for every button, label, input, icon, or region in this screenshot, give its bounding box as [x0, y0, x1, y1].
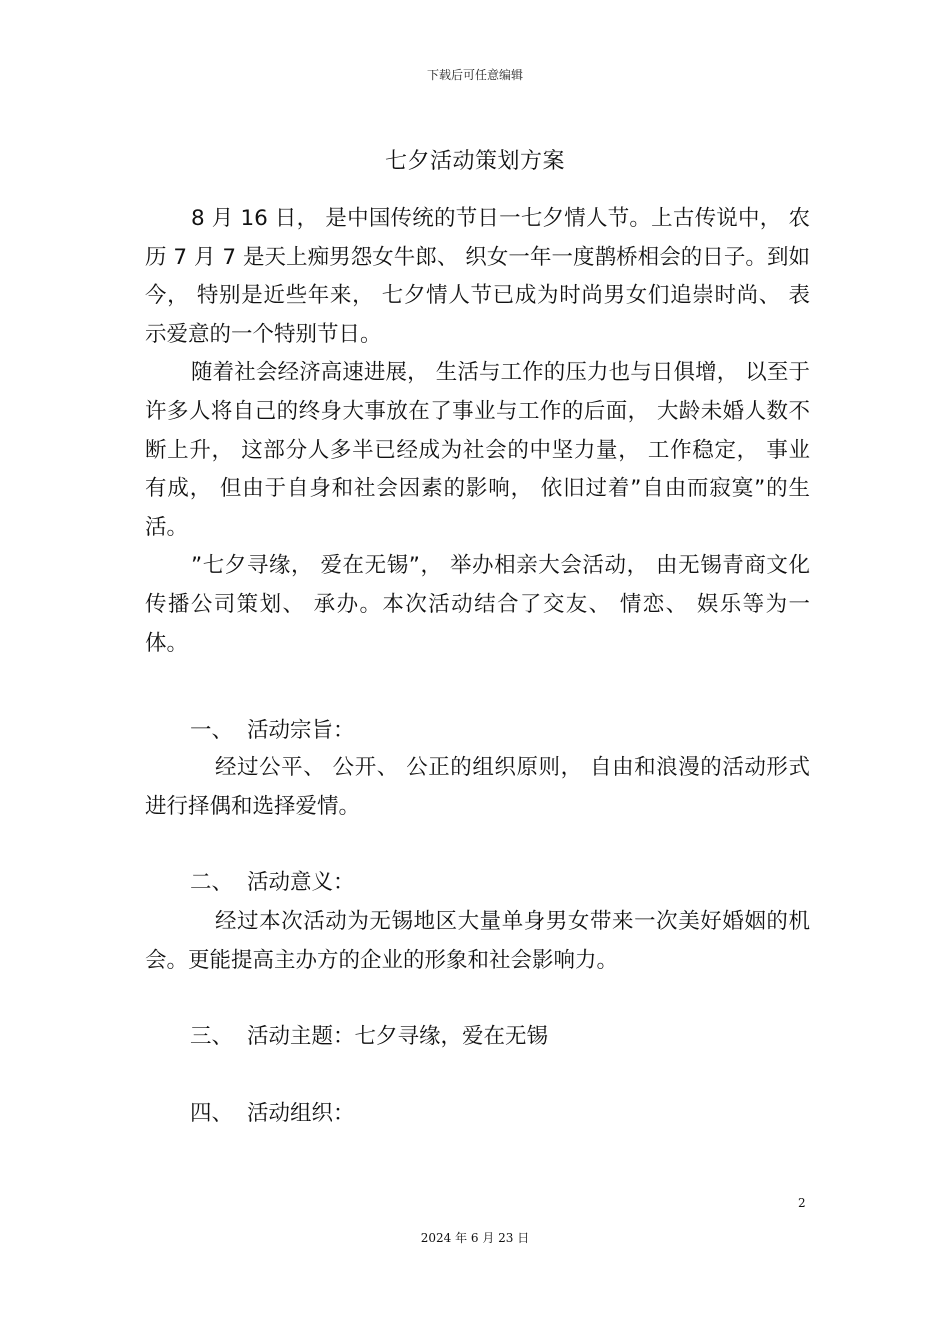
page-header: 下载后可任意编辑	[426, 68, 523, 82]
section-3-number: 三、	[190, 1024, 234, 1049]
section-2-title: 活动意义：	[247, 870, 355, 895]
section-2-heading	[190, 864, 355, 902]
section-4-heading	[190, 1095, 355, 1133]
page-number: 2	[798, 1196, 806, 1210]
section-4-title: 活动组织：	[247, 1101, 355, 1126]
section-4-number: 四、	[190, 1101, 234, 1126]
intro-paragraphs	[145, 200, 810, 663]
section-1-number: 一、	[190, 718, 234, 743]
section-1-body: 经过公平、 公开、 公正的组织原则， 自由和浪漫的活动形式进行择偶和选择爱情。	[145, 755, 810, 819]
section-2-body: 经过本次活动为无锡地区大量单身男女带来一次美好婚姻的机会。更能提高主办方的企业的形象和社会影响力。	[145, 909, 810, 973]
section-3-heading	[190, 1018, 548, 1056]
paragraph-1: 8 月 16 日， 是中国传统的节日一七夕情人节。上古传说中， 农历 7 月 7 是天上痴男怨女牛郎、 织女一年一度鹊桥相会的日子。到如今， 特别是近些年来， 七夕情人节已成为时尚男女们追崇时尚、 表示爱意的一个特别节日。	[145, 206, 810, 347]
document-title: 七夕活动策划方案	[384, 149, 565, 174]
section-1-heading	[190, 712, 355, 750]
footer-date: 2024 年 6 月 23 日	[420, 1231, 530, 1245]
section-2-number: 二、	[190, 870, 234, 895]
paragraph-3: ”七夕寻缘， 爱在无锡”， 举办相亲大会活动， 由无锡青商文化传播公司策划、 承办。本次活动结合了交友、 情恋、 娱乐等为一体。	[145, 553, 810, 656]
paragraph-2: 随着社会经济高速进展， 生活与工作的压力也与日俱增， 以至于许多人将自己的终身大事放在了事业与工作的后面， 大龄未婚人数不断上升， 这部分人多半已经成为社会的中坚力量， 工作稳定， 事业有成， 但由于自身和社会因素的影响， 依旧过着”自由而寂寞”的生活。	[145, 360, 810, 540]
section-1-title: 活动宗旨：	[247, 718, 355, 743]
section-3-title: 活动主题：七夕寻缘，爱在无锡	[247, 1024, 549, 1049]
